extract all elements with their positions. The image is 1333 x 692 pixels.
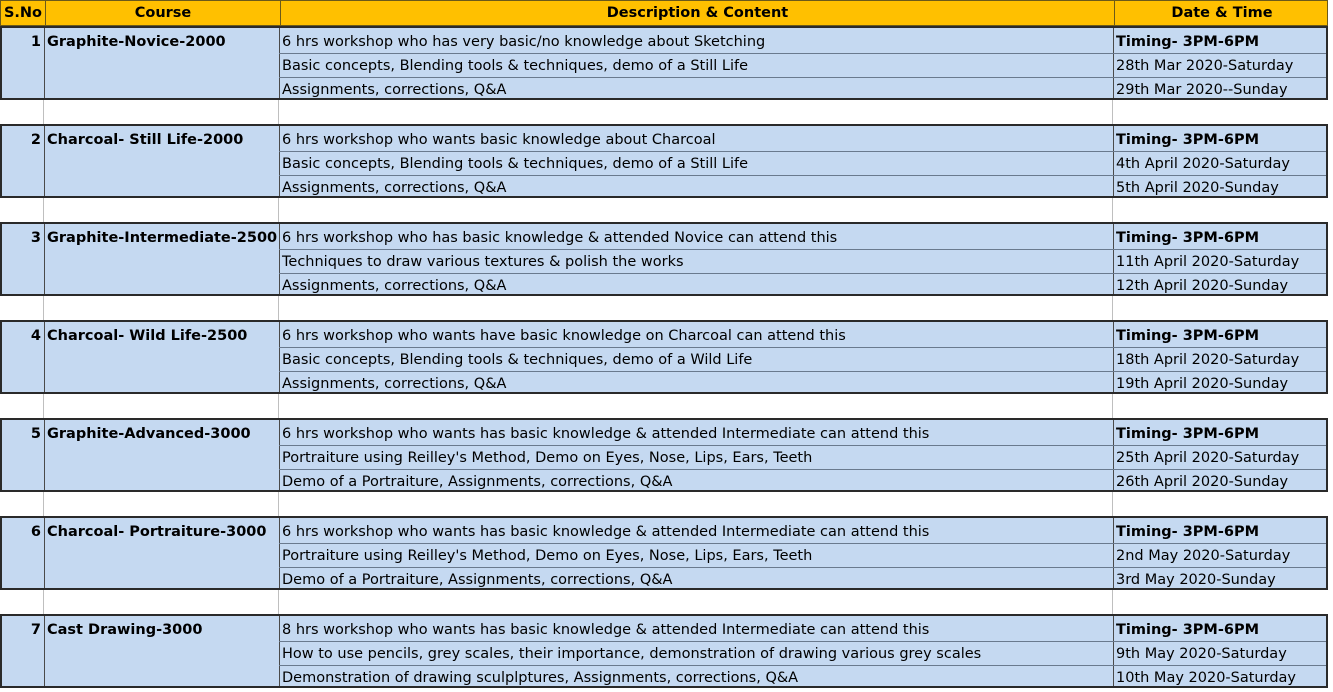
sno-cell[interactable] xyxy=(0,372,44,396)
header-datetime[interactable]: Date & Time xyxy=(1114,1,1329,25)
table-row xyxy=(2,250,1326,274)
column-divider xyxy=(1112,492,1113,516)
empty-row xyxy=(0,394,1328,418)
header-row xyxy=(0,0,1328,26)
column-divider xyxy=(1112,198,1113,222)
course-cell[interactable] xyxy=(44,372,279,396)
course-cell[interactable] xyxy=(44,642,279,666)
sno-cell[interactable]: 6 xyxy=(30,524,41,540)
column-divider xyxy=(43,492,44,516)
timing-cell[interactable]: Timing- 3PM-6PM xyxy=(1116,524,1260,540)
date-cell[interactable]: 9th May 2020-Saturday xyxy=(1116,646,1287,662)
sno-cell[interactable] xyxy=(0,54,44,78)
table-row xyxy=(2,446,1326,470)
column-divider xyxy=(43,100,44,124)
timing-cell[interactable]: Timing- 3PM-6PM xyxy=(1116,426,1260,442)
timing-cell[interactable]: Timing- 3PM-6PM xyxy=(1116,230,1260,246)
date-cell[interactable]: 10th May 2020-Saturday xyxy=(1116,670,1296,686)
description-cell[interactable]: 6 hrs workshop who wants has basic knowledge & attended Intermediate can attend this xyxy=(282,524,930,540)
sno-cell[interactable] xyxy=(0,470,44,494)
sno-cell[interactable] xyxy=(0,446,44,470)
course-cell[interactable] xyxy=(44,446,279,470)
empty-row xyxy=(0,590,1328,614)
description-cell[interactable]: Assignments, corrections, Q&A xyxy=(282,376,507,392)
course-cell[interactable]: Graphite-Intermediate-2500 xyxy=(47,230,278,246)
table-row xyxy=(2,666,1326,690)
course-cell[interactable]: Charcoal- Portraiture-3000 xyxy=(47,524,267,540)
column-divider xyxy=(278,198,279,222)
course-cell[interactable]: Cast Drawing-3000 xyxy=(47,622,203,638)
description-cell[interactable]: Assignments, corrections, Q&A xyxy=(282,278,507,294)
column-divider xyxy=(43,394,44,418)
course-cell[interactable] xyxy=(44,470,279,494)
table-row xyxy=(2,128,1326,152)
sno-cell[interactable]: 4 xyxy=(30,328,41,344)
description-cell[interactable]: 6 hrs workshop who wants has basic knowledge & attended Intermediate can attend this xyxy=(282,426,930,442)
course-cell[interactable] xyxy=(44,78,279,102)
header-course[interactable]: Course xyxy=(45,1,280,25)
course-cell[interactable] xyxy=(44,152,279,176)
table-row xyxy=(2,78,1326,102)
date-cell[interactable]: 4th April 2020-Saturday xyxy=(1116,156,1290,172)
column-divider xyxy=(278,590,279,614)
column-divider xyxy=(1112,394,1113,418)
course-cell[interactable]: Graphite-Advanced-3000 xyxy=(47,426,251,442)
course-cell[interactable]: Charcoal- Wild Life-2500 xyxy=(47,328,248,344)
course-cell[interactable] xyxy=(44,568,279,592)
date-cell[interactable]: 18th April 2020-Saturday xyxy=(1116,352,1300,368)
table-row xyxy=(2,568,1326,592)
date-cell[interactable]: 12th April 2020-Sunday xyxy=(1116,278,1289,294)
course-cell[interactable] xyxy=(44,666,279,690)
column-divider xyxy=(278,492,279,516)
course-cell[interactable]: Charcoal- Still Life-2000 xyxy=(47,132,244,148)
sno-cell[interactable]: 5 xyxy=(30,426,41,442)
table-row xyxy=(2,372,1326,396)
empty-row xyxy=(0,100,1328,124)
description-cell[interactable]: Basic concepts, Blending tools & techniques, demo of a Still Life xyxy=(282,58,749,74)
date-cell[interactable]: 2nd May 2020-Saturday xyxy=(1116,548,1291,564)
description-cell[interactable]: 6 hrs workshop who wants have basic knowledge on Charcoal can attend this xyxy=(282,328,846,344)
description-cell[interactable]: 6 hrs workshop who has very basic/no knowledge about Sketching xyxy=(282,34,766,50)
date-cell[interactable]: 28th Mar 2020-Saturday xyxy=(1116,58,1294,74)
date-cell[interactable]: 3rd May 2020-Sunday xyxy=(1116,572,1276,588)
table-row xyxy=(2,30,1326,54)
sno-cell[interactable] xyxy=(0,176,44,200)
empty-row xyxy=(0,296,1328,320)
table-row xyxy=(2,618,1326,642)
description-cell[interactable]: Demo of a Portraiture, Assignments, corrections, Q&A xyxy=(282,474,673,490)
table-row xyxy=(2,520,1326,544)
table-row xyxy=(2,470,1326,494)
description-cell[interactable]: 6 hrs workshop who has basic knowledge & attended Novice can attend this xyxy=(282,230,838,246)
table-row xyxy=(2,54,1326,78)
course-block xyxy=(0,124,1328,198)
course-block xyxy=(0,320,1328,394)
sno-cell[interactable]: 7 xyxy=(30,622,41,638)
sno-cell[interactable] xyxy=(0,152,44,176)
table-row xyxy=(2,348,1326,372)
course-cell[interactable] xyxy=(44,54,279,78)
table-row xyxy=(2,176,1326,200)
description-cell[interactable]: Demonstration of drawing sculplptures, Assignments, corrections, Q&A xyxy=(282,670,799,686)
course-cell[interactable] xyxy=(44,348,279,372)
timing-cell[interactable]: Timing- 3PM-6PM xyxy=(1116,34,1260,50)
date-cell[interactable]: 5th April 2020-Sunday xyxy=(1116,180,1279,196)
column-divider xyxy=(43,296,44,320)
table-row xyxy=(2,274,1326,298)
table-row xyxy=(2,422,1326,446)
column-divider xyxy=(1112,100,1113,124)
course-cell[interactable] xyxy=(44,250,279,274)
course-block xyxy=(0,26,1328,100)
course-block xyxy=(0,516,1328,590)
course-cell[interactable]: Graphite-Novice-2000 xyxy=(47,34,226,50)
table-row xyxy=(2,226,1326,250)
header-description[interactable]: Description & Content xyxy=(280,1,1114,25)
description-cell[interactable]: Assignments, corrections, Q&A xyxy=(282,82,507,98)
sno-cell[interactable]: 1 xyxy=(30,34,41,50)
description-cell[interactable]: Assignments, corrections, Q&A xyxy=(282,180,507,196)
description-cell[interactable]: Basic concepts, Blending tools & techniques, demo of a Wild Life xyxy=(282,352,753,368)
course-cell[interactable] xyxy=(44,176,279,200)
sno-cell[interactable] xyxy=(0,568,44,592)
description-cell[interactable]: Techniques to draw various textures & polish the works xyxy=(282,254,684,270)
date-cell[interactable]: 19th April 2020-Sunday xyxy=(1116,376,1289,392)
timing-cell[interactable]: Timing- 3PM-6PM xyxy=(1116,328,1260,344)
course-block xyxy=(0,222,1328,296)
date-cell[interactable]: 26th April 2020-Sunday xyxy=(1116,474,1289,490)
description-cell[interactable]: 8 hrs workshop who wants has basic knowledge & attended Intermediate can attend this xyxy=(282,622,930,638)
sno-cell[interactable] xyxy=(0,250,44,274)
course-cell[interactable] xyxy=(44,274,279,298)
description-cell[interactable]: Demo of a Portraiture, Assignments, corrections, Q&A xyxy=(282,572,673,588)
date-cell[interactable]: 11th April 2020-Saturday xyxy=(1116,254,1300,270)
timing-cell[interactable]: Timing- 3PM-6PM xyxy=(1116,132,1260,148)
column-divider xyxy=(1112,296,1113,320)
table-row xyxy=(2,152,1326,176)
description-cell[interactable]: How to use pencils, grey scales, their importance, demonstration of drawing various grey scales xyxy=(282,646,982,662)
sno-cell[interactable] xyxy=(0,666,44,690)
table-row xyxy=(2,324,1326,348)
description-cell[interactable]: 6 hrs workshop who wants basic knowledge about Charcoal xyxy=(282,132,716,148)
column-divider xyxy=(1112,590,1113,614)
column-divider xyxy=(278,394,279,418)
sno-cell[interactable] xyxy=(0,274,44,298)
column-divider xyxy=(43,198,44,222)
course-block xyxy=(0,614,1328,688)
timing-cell[interactable]: Timing- 3PM-6PM xyxy=(1116,622,1260,638)
sno-cell[interactable]: 2 xyxy=(30,132,41,148)
course-block xyxy=(0,418,1328,492)
sno-cell[interactable] xyxy=(0,78,44,102)
header-sno[interactable]: S.No xyxy=(3,5,43,21)
empty-row xyxy=(0,492,1328,516)
date-cell[interactable]: 29th Mar 2020--Sunday xyxy=(1116,82,1288,98)
table-row xyxy=(2,642,1326,666)
column-divider xyxy=(43,590,44,614)
sno-cell[interactable]: 3 xyxy=(30,230,41,246)
column-divider xyxy=(278,100,279,124)
description-cell[interactable]: Portraiture using Reilley's Method, Demo on Eyes, Nose, Lips, Ears, Teeth xyxy=(282,548,813,564)
column-divider xyxy=(278,296,279,320)
empty-row xyxy=(0,198,1328,222)
description-cell[interactable]: Portraiture using Reilley's Method, Demo on Eyes, Nose, Lips, Ears, Teeth xyxy=(282,450,813,466)
sno-cell[interactable] xyxy=(0,348,44,372)
sno-cell[interactable] xyxy=(0,642,44,666)
date-cell[interactable]: 25th April 2020-Saturday xyxy=(1116,450,1300,466)
table-row xyxy=(2,544,1326,568)
sno-cell[interactable] xyxy=(0,544,44,568)
description-cell[interactable]: Basic concepts, Blending tools & techniques, demo of a Still Life xyxy=(282,156,749,172)
course-cell[interactable] xyxy=(44,544,279,568)
